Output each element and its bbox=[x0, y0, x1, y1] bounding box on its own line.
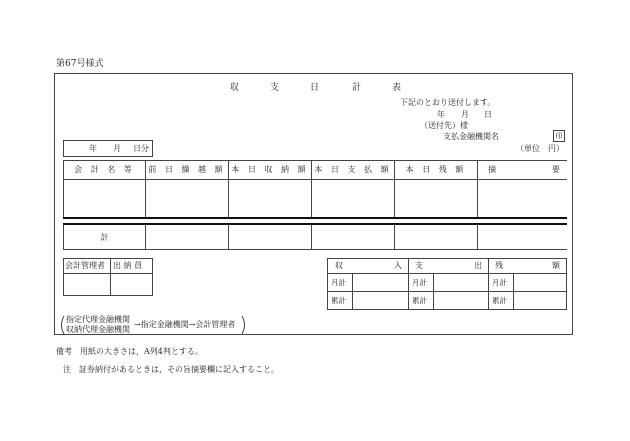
col-header-account: 会 計 名 等 bbox=[74, 165, 135, 174]
title-char-5: 表 bbox=[392, 83, 402, 93]
title-char-4: 計 bbox=[352, 83, 362, 93]
routing-flow: →指定金融機関→会計管理者 bbox=[134, 320, 236, 329]
payer-bank-label: 支払金融機関名 bbox=[443, 132, 499, 141]
summary-expense-month-label: 月計 bbox=[412, 278, 427, 287]
note-securities: 注 証券納付があるときは，その旨摘要欄に記入すること。 bbox=[63, 365, 279, 374]
date-year: 年 bbox=[437, 110, 445, 119]
date-box-day: 日分 bbox=[133, 144, 149, 153]
seal-mark: 印 bbox=[553, 130, 565, 142]
summary-header-expense-2: 出 bbox=[474, 261, 482, 270]
date-box-month: 月 bbox=[113, 144, 121, 153]
form-number: 第67号様式 bbox=[56, 59, 104, 69]
summary-header-balance-2: 額 bbox=[552, 261, 560, 270]
summary-box bbox=[327, 258, 567, 310]
sent-note: 下記のとおり送付します。 bbox=[400, 98, 496, 107]
col-header-remarks-2: 要 bbox=[552, 165, 560, 174]
date-day: 日 bbox=[484, 110, 492, 119]
col-header-balance: 本 日 残 額 bbox=[405, 165, 467, 174]
col-header-remarks-1: 摘 bbox=[488, 165, 496, 174]
summary-income-month-label: 月計 bbox=[331, 278, 346, 287]
title-char-3: 日 bbox=[310, 83, 320, 93]
summary-header-income-2: 入 bbox=[394, 261, 402, 270]
routing-designated-agent: 指定代理金融機関 bbox=[66, 315, 130, 324]
summary-header-balance-1: 残 bbox=[495, 261, 503, 270]
note-paper-size: 備考 用紙の大きさは，A列4判とする。 bbox=[56, 347, 203, 356]
col-header-prev-balance: 前 日 繰 越 額 bbox=[148, 165, 226, 174]
summary-balance-cumulative-label: 累計 bbox=[492, 296, 507, 305]
col-header-receipts: 本 日 収 納 額 bbox=[231, 165, 309, 174]
summary-income-cumulative-label: 累計 bbox=[331, 296, 346, 305]
title-char-2: 支 bbox=[270, 83, 280, 93]
date-box-year: 年 bbox=[89, 144, 97, 153]
summary-balance-month-label: 月計 bbox=[492, 278, 507, 287]
treasurer-label: 会計管理者 bbox=[65, 261, 105, 270]
summary-expense-cumulative-label: 累計 bbox=[412, 296, 427, 305]
date-month: 月 bbox=[461, 110, 469, 119]
title-char-1: 収 bbox=[230, 83, 240, 93]
col-header-payments: 本 日 支 払 額 bbox=[314, 165, 392, 174]
summary-header-income-1: 収 bbox=[335, 261, 343, 270]
total-row-label: 計 bbox=[100, 232, 109, 242]
recipient-label: （送付先）様 bbox=[420, 121, 468, 130]
cashier-label: 出 納 員 bbox=[113, 261, 143, 270]
routing-collection-agent: 収納代理金融機関 bbox=[66, 325, 130, 334]
summary-header-expense-1: 支 bbox=[415, 261, 423, 270]
unit-label: （単位 円） bbox=[516, 144, 564, 153]
